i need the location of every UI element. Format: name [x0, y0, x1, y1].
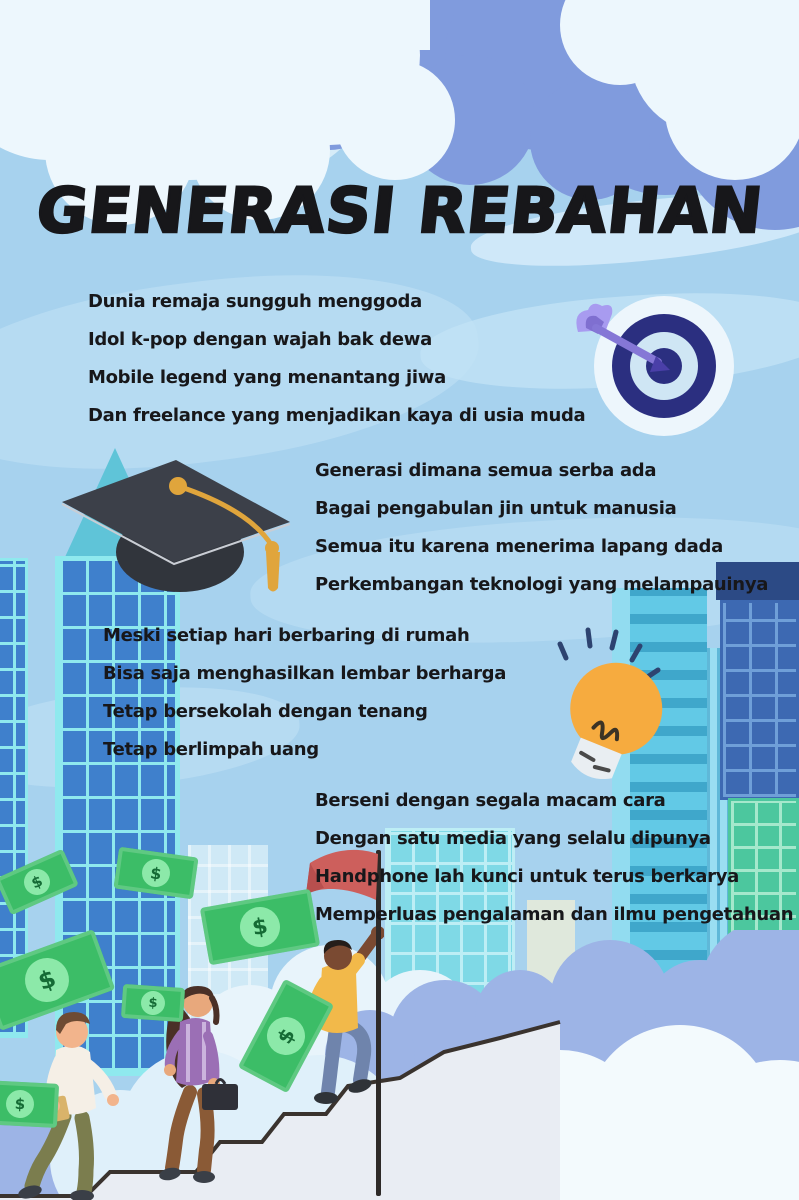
dollar-sign: $	[20, 865, 54, 899]
poem-stanza-1	[88, 283, 585, 435]
dollar-sign: $	[5, 1089, 34, 1118]
poem-line: Perkembangan teknologi yang melampauinya	[315, 574, 769, 595]
target-dart-icon	[572, 288, 748, 444]
dollar-sign: $	[19, 952, 75, 1008]
poem-line: Semua itu karena menerima lapang dada	[315, 536, 723, 557]
poem-line: Dengan satu media yang selalu dipunya	[315, 828, 711, 849]
poem-line: Mobile legend yang menantang jiwa	[88, 367, 446, 388]
money-bill-icon	[121, 984, 185, 1022]
graduation-cap-icon	[40, 440, 310, 610]
dollar-sign: $	[140, 857, 172, 889]
poem-line: Generasi dimana semua serba ada	[315, 460, 657, 481]
poem-line: Tetap bersekolah dengan tenang	[103, 701, 428, 722]
poem-stanza-4	[315, 782, 793, 934]
poem-line: Tetap berlimpah uang	[103, 739, 319, 760]
poem-line: Idol k-pop dengan wajah bak dewa	[88, 329, 432, 350]
poem-line: Handphone lah kunci untuk terus berkarya	[315, 866, 739, 887]
poem-line: Meski setiap hari berbaring di rumah	[103, 625, 470, 646]
lightbulb-icon	[532, 614, 682, 779]
poem-line: Memperluas pengalaman dan ilmu pengetahuan	[315, 904, 794, 925]
poem-line: Bisa saja menghasilkan lembar berharga	[103, 663, 507, 684]
poem-stanza-2	[315, 452, 768, 604]
poem-stanza-3	[103, 617, 506, 769]
money-bill-icon	[0, 1080, 59, 1128]
poem-line: Dunia remaja sungguh menggoda	[88, 291, 422, 312]
dollar-sign: $	[237, 904, 283, 950]
poem-line: Bagai pengabulan jin untuk manusia	[315, 498, 677, 519]
dollar-sign: $	[260, 1010, 311, 1061]
building-navy-tower	[720, 600, 799, 800]
poem-line: Dan freelance yang menjadikan kaya di usia muda	[88, 405, 586, 426]
poster-title: GENERASI REBAHAN	[32, 173, 767, 247]
poem-line: Berseni dengan segala macam cara	[315, 790, 666, 811]
dollar-sign: $	[140, 990, 166, 1016]
